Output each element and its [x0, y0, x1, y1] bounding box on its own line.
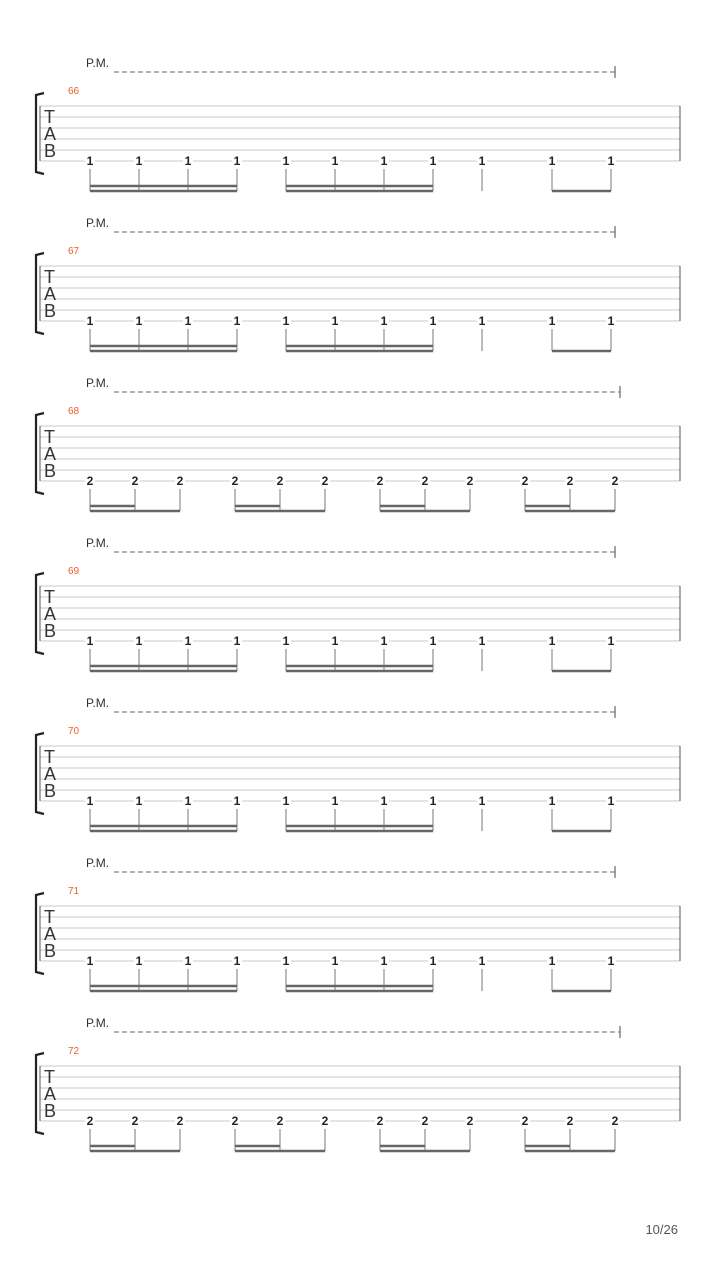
fret-number: 2 — [176, 1114, 184, 1128]
measure-number: 66 — [68, 86, 80, 97]
palm-mute-label: P.M. — [86, 56, 110, 70]
tab-clef-letter: B — [44, 621, 57, 641]
fret-number: 1 — [331, 954, 339, 968]
fret-number: 2 — [131, 1114, 139, 1128]
system-72 — [36, 1016, 680, 1151]
fret-number: 1 — [135, 794, 143, 808]
palm-mute-label: P.M. — [86, 376, 110, 390]
system-66 — [36, 56, 680, 191]
fret-number: 2 — [86, 1114, 94, 1128]
palm-mute-label: P.M. — [86, 216, 110, 230]
measure-number: 68 — [68, 406, 80, 417]
tab-clef-letter: T — [44, 907, 55, 927]
measure-number: 72 — [68, 1046, 80, 1057]
fret-number: 1 — [380, 634, 388, 648]
system-68 — [36, 376, 680, 511]
fret-number: 2 — [276, 1114, 284, 1128]
fret-number: 1 — [607, 954, 615, 968]
fret-number: 1 — [86, 154, 94, 168]
tab-clef-letter: B — [44, 781, 57, 801]
fret-number: 1 — [282, 154, 290, 168]
palm-mute-label: P.M. — [86, 1016, 110, 1030]
palm-mute-label: P.M. — [86, 696, 110, 710]
fret-number: 2 — [231, 1114, 239, 1128]
fret-number: 1 — [86, 314, 94, 328]
fret-number: 1 — [233, 634, 241, 648]
tab-clef-letter: T — [44, 427, 55, 447]
fret-number: 2 — [611, 474, 619, 488]
system-71 — [36, 856, 680, 991]
fret-number: 2 — [566, 474, 574, 488]
fret-number: 2 — [421, 474, 429, 488]
fret-number: 1 — [282, 314, 290, 328]
page-number: 10/26 — [645, 1222, 678, 1237]
fret-number: 1 — [478, 794, 486, 808]
fret-number: 2 — [86, 474, 94, 488]
fret-number: 1 — [331, 634, 339, 648]
tab-clef-letter: A — [44, 1084, 57, 1104]
tab-clef-letter: A — [44, 764, 57, 784]
fret-number: 1 — [331, 794, 339, 808]
tab-clef-letter: B — [44, 141, 57, 161]
fret-number: 1 — [135, 954, 143, 968]
palm-mute-label: P.M. — [86, 856, 110, 870]
fret-number: 1 — [86, 794, 94, 808]
fret-number: 2 — [421, 1114, 429, 1128]
tab-clef-letter: A — [44, 924, 57, 944]
fret-number: 1 — [282, 634, 290, 648]
fret-number: 1 — [184, 314, 192, 328]
fret-number: 1 — [478, 314, 486, 328]
fret-number: 1 — [135, 634, 143, 648]
fret-number: 1 — [548, 314, 556, 328]
tab-clef-letter: T — [44, 267, 55, 287]
tab-clef-letter: B — [44, 941, 57, 961]
fret-number: 1 — [607, 314, 615, 328]
fret-number: 2 — [521, 1114, 529, 1128]
fret-number: 1 — [429, 794, 437, 808]
fret-number: 1 — [233, 794, 241, 808]
tab-clef-letter: T — [44, 107, 55, 127]
tab-clef-letter: B — [44, 301, 57, 321]
fret-number: 1 — [135, 314, 143, 328]
tab-clef-letter: B — [44, 1101, 57, 1121]
fret-number: 2 — [611, 1114, 619, 1128]
tab-clef-letter: B — [44, 461, 57, 481]
fret-number: 1 — [282, 954, 290, 968]
measure-number: 69 — [68, 566, 80, 577]
fret-number: 1 — [380, 954, 388, 968]
tab-clef-letter: T — [44, 1067, 55, 1087]
fret-number: 1 — [548, 634, 556, 648]
fret-number: 1 — [282, 794, 290, 808]
fret-number: 1 — [380, 154, 388, 168]
fret-number: 1 — [380, 794, 388, 808]
fret-number: 2 — [321, 474, 329, 488]
fret-number: 2 — [231, 474, 239, 488]
fret-number: 1 — [548, 154, 556, 168]
fret-number: 1 — [607, 634, 615, 648]
fret-number: 1 — [429, 954, 437, 968]
fret-number: 1 — [548, 954, 556, 968]
system-69 — [36, 536, 680, 671]
fret-number: 2 — [321, 1114, 329, 1128]
system-70 — [36, 696, 680, 831]
fret-number: 1 — [429, 314, 437, 328]
fret-number: 1 — [184, 954, 192, 968]
fret-number: 1 — [184, 794, 192, 808]
fret-number: 2 — [131, 474, 139, 488]
fret-number: 1 — [548, 794, 556, 808]
measure-number: 71 — [68, 886, 80, 897]
fret-number: 2 — [521, 474, 529, 488]
fret-number: 1 — [607, 154, 615, 168]
fret-number: 1 — [331, 314, 339, 328]
fret-number: 1 — [429, 154, 437, 168]
fret-number: 1 — [478, 634, 486, 648]
tab-clef-letter: T — [44, 747, 55, 767]
fret-number: 1 — [86, 634, 94, 648]
fret-number: 2 — [176, 474, 184, 488]
tab-clef-letter: A — [44, 284, 57, 304]
fret-number: 1 — [233, 954, 241, 968]
fret-number: 1 — [429, 634, 437, 648]
system-67 — [36, 216, 680, 351]
fret-number: 2 — [376, 474, 384, 488]
fret-number: 1 — [331, 154, 339, 168]
fret-number: 1 — [607, 794, 615, 808]
measure-number: 67 — [68, 246, 80, 257]
fret-number: 1 — [135, 154, 143, 168]
measure-number: 70 — [68, 726, 80, 737]
tab-clef-letter: T — [44, 587, 55, 607]
tab-clef-letter: A — [44, 124, 57, 144]
fret-number: 2 — [466, 474, 474, 488]
fret-number: 1 — [380, 314, 388, 328]
tab-clef-letter: A — [44, 444, 57, 464]
fret-number: 1 — [233, 314, 241, 328]
fret-number: 2 — [376, 1114, 384, 1128]
tab-clef-letter: A — [44, 604, 57, 624]
fret-number: 2 — [466, 1114, 474, 1128]
fret-number: 1 — [184, 634, 192, 648]
palm-mute-label: P.M. — [86, 536, 110, 550]
fret-number: 2 — [276, 474, 284, 488]
fret-number: 1 — [233, 154, 241, 168]
fret-number: 2 — [566, 1114, 574, 1128]
fret-number: 1 — [86, 954, 94, 968]
fret-number: 1 — [478, 954, 486, 968]
fret-number: 1 — [478, 154, 486, 168]
fret-number: 1 — [184, 154, 192, 168]
